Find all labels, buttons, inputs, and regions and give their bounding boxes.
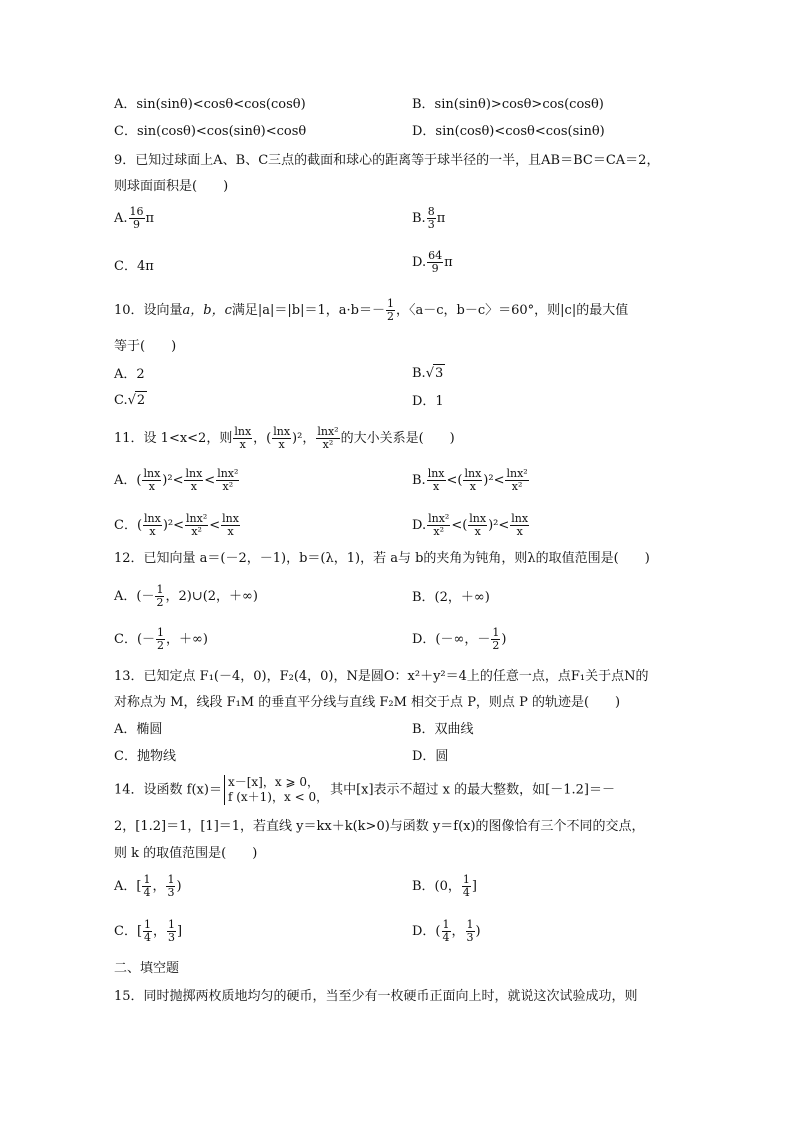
sqrt-symbol: √: [127, 393, 136, 408]
q13-option-d: D．圆: [412, 749, 449, 764]
q14-option-c: C．[ $\frac{1}{4}$ ， $\frac{1}{3}$ ]: [114, 918, 183, 944]
q14-option-b: B．(0， $\frac{1}{4}$ ]: [412, 873, 477, 899]
q12-option-c: C．(－ $\frac{1}{2}$ ，＋∞): [114, 626, 208, 652]
q13-option-b: B．双曲线: [412, 722, 474, 737]
q11-stem: 11．设 1<x<2，则 $\frac{\ln x}{x}$ ，( $\frac{\ln x}{x}$ )²， $\frac{\text{lnx²}}{\text{x²}}$ 的大小关系是( ): [114, 425, 455, 451]
q13-option-a: A．椭圆: [114, 722, 163, 737]
q12-option-b: B．(2，＋∞): [412, 590, 490, 605]
q12-option-d: D．(－∞，－ $\frac{1}{2}$ ): [412, 626, 507, 652]
q10-option-b: B.√3: [412, 366, 444, 381]
piecewise-brace: x－[x]，x ⩾ 0， f (x＋1)，x < 0，: [224, 775, 328, 805]
q10-option-c: C.√2: [114, 393, 146, 408]
q13-option-c: C．抛物线: [114, 749, 176, 764]
q9-option-d: D. $\frac{64}{9}$ π: [412, 249, 453, 275]
q9-stem-line1: 9．已知过球面上A、B、C三点的截面和球心的距离等于球半径的一半，且AB＝BC＝CA＝2，: [114, 153, 660, 168]
q14-stem-line2: 2，[1.2]＝1，[1]＝1，若直线 y＝kx＋k(k>0)与函数 y＝f(x)的图像恰有三个不同的交点，: [114, 819, 645, 834]
q14-option-d: D．( $\frac{1}{4}$ ， $\frac{1}{3}$ ): [412, 918, 481, 944]
section-heading-fill-in: 二、填空题: [114, 961, 180, 976]
q11-option-a: A．( $\frac{\ln x}{x}$ )²< $\frac{\ln x}{x}$ < $\frac{\text{lnx²}}{\text{x²}}$: [114, 467, 239, 493]
q14-stem-line1: 14．设函数 f(x)＝ x－[x]，x ⩾ 0， f (x＋1)，x < 0， 其中[x]表示不超过 x 的最大整数，如[－1.2]＝－: [114, 775, 615, 804]
q11-option-b: B. $\frac{\ln x}{x}$ <( $\frac{\ln x}{x}$ )²< $\frac{\text{lnx²}}{\text{x²}}$: [412, 467, 528, 493]
q10-option-a: A．2: [114, 367, 145, 382]
q9-option-c: C．4π: [114, 259, 154, 274]
q8-option-d: D．sin(cosθ)<cosθ<cos(sinθ): [412, 124, 605, 139]
q8-option-a: A．sin(sinθ)<cosθ<cos(cosθ): [114, 97, 306, 112]
q12-stem: 12．已知向量 a＝(－2，－1)，b＝(λ，1)，若 a与 b的夹角为钝角，则λ的取值范围是( ): [114, 551, 650, 566]
q10-option-d: D．1: [412, 394, 444, 409]
q12-option-a: A．(－ $\frac{1}{2}$ ，2)∪(2，＋∞): [114, 583, 258, 609]
q10-stem-line1: 10．设向量a，b，c满足|a|＝|b|＝1，a·b＝－ $\frac{1}{2}$ ，〈a－c，b－c〉＝60°，则|c|的最大值: [114, 297, 629, 323]
q14-stem-line3: 则 k 的取值范围是( ): [114, 846, 258, 861]
q11-option-d: D. $\frac{\text{lnx²}}{\text{x²}}$ <( $\frac{\ln x}{x}$ )²< $\frac{\ln x}{x}$: [412, 512, 529, 538]
q15-stem-line1: 15．同时抛掷两枚质地均匀的硬币，当至少有一枚硬币正面向上时，就说这次试验成功，则: [114, 989, 638, 1004]
q13-stem-line2: 对称点为 M，线段 F₁M 的垂直平分线与直线 F₂M 相交于点 P，则点 P 的轨迹是( ): [114, 695, 621, 710]
q14-option-a: A．[ $\frac{1}{4}$ ， $\frac{1}{3}$ ): [114, 873, 182, 899]
q8-option-b: B．sin(sinθ)>cosθ>cos(cosθ): [412, 97, 604, 112]
sqrt-symbol: √: [425, 366, 434, 381]
q13-stem-line1: 13．已知定点 F₁(－4，0)，F₂(4，0)，N是圆O：x²＋y²＝4上的任意一点，点F₁关于点N的: [114, 669, 649, 684]
q11-option-c: C．( $\frac{\ln x}{x}$ )²< $\frac{\text{lnx²}}{\text{x²}}$ < $\frac{\ln x}{x}$: [114, 512, 239, 538]
q9-stem-line2: 则球面面积是( ): [114, 179, 229, 194]
q8-option-c: C．sin(cosθ)<cos(sinθ)<cosθ: [114, 124, 307, 139]
q10-stem-line2: 等于( ): [114, 339, 177, 354]
q9-option-b: B. $\frac{8}{3}$ π: [412, 205, 446, 231]
q9-option-a: A. $\frac{16}{9}$ π: [114, 205, 155, 231]
